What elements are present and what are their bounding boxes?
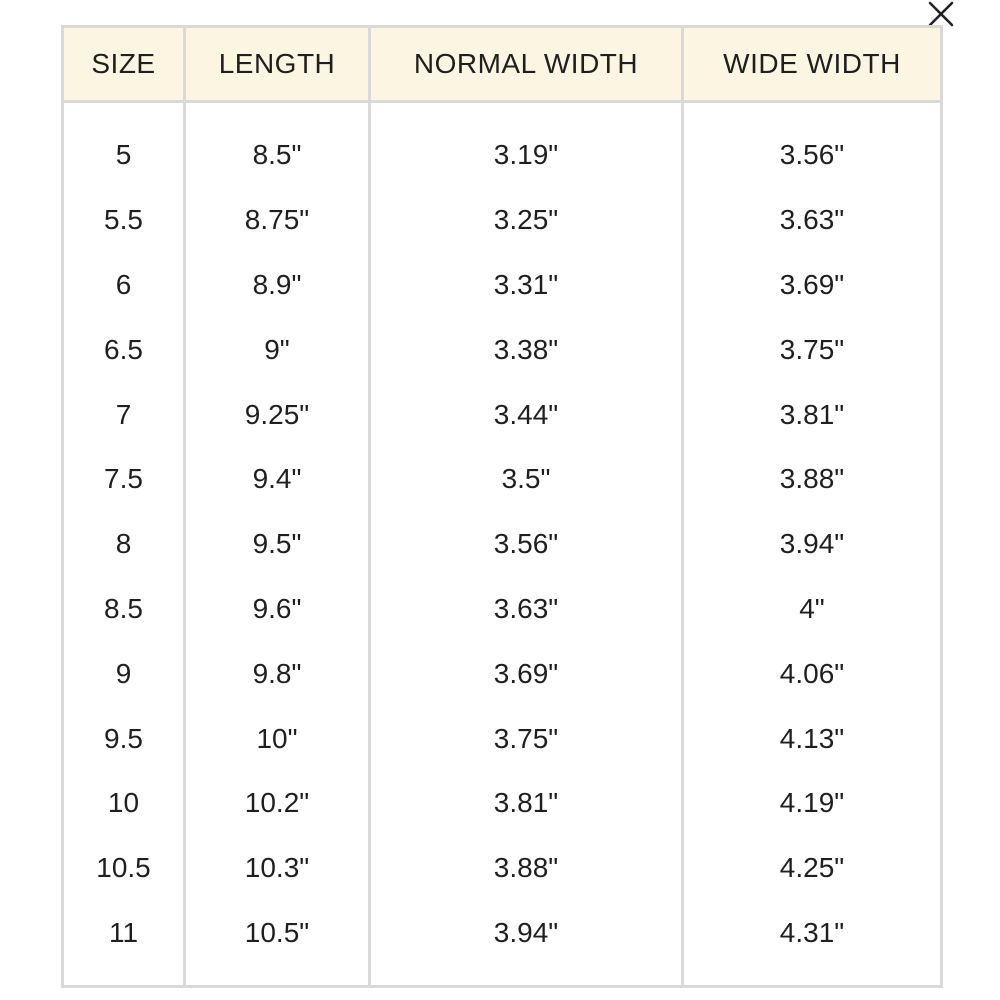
cell-normal-width: 3.38" [370, 317, 683, 382]
table-row [63, 836, 942, 901]
header-row [63, 27, 942, 102]
table-body [63, 102, 942, 987]
cell-normal-width: 3.63" [370, 577, 683, 642]
cell-size: 10.5 [63, 836, 185, 901]
table-row [63, 641, 942, 706]
cell-length: 8.9" [185, 253, 370, 318]
header-size: SIZE [63, 27, 185, 102]
cell-length: 9.5" [185, 512, 370, 577]
cell-wide-width: 4.13" [683, 706, 942, 771]
table-row [63, 123, 942, 188]
cell-size: 9 [63, 641, 185, 706]
cell-normal-width: 3.44" [370, 382, 683, 447]
cell-wide-width: 4.19" [683, 771, 942, 836]
cell-size: 7.5 [63, 447, 185, 512]
cell-wide-width: 4" [683, 577, 942, 642]
table-row [63, 447, 942, 512]
table-row [63, 317, 942, 382]
cell-normal-width: 3.69" [370, 641, 683, 706]
header-normal-width: NORMAL WIDTH [370, 27, 683, 102]
cell-length: 9.25" [185, 382, 370, 447]
cell-size: 9.5 [63, 706, 185, 771]
cell-length: 9.8" [185, 641, 370, 706]
table-row [63, 253, 942, 318]
spacer-cell [370, 965, 683, 987]
spacer-cell [370, 102, 683, 124]
cell-wide-width: 3.81" [683, 382, 942, 447]
size-chart-table [61, 25, 943, 988]
cell-size: 10 [63, 771, 185, 836]
cell-normal-width: 3.88" [370, 836, 683, 901]
cell-wide-width: 3.94" [683, 512, 942, 577]
cell-length: 8.75" [185, 188, 370, 253]
cell-length: 9.6" [185, 577, 370, 642]
cell-length: 10" [185, 706, 370, 771]
cell-length: 10.2" [185, 771, 370, 836]
cell-wide-width: 4.06" [683, 641, 942, 706]
cell-normal-width: 3.19" [370, 123, 683, 188]
cell-normal-width: 3.75" [370, 706, 683, 771]
cell-size: 6.5 [63, 317, 185, 382]
cell-normal-width: 3.94" [370, 901, 683, 966]
header-wide-width: WIDE WIDTH [683, 27, 942, 102]
cell-length: 9.4" [185, 447, 370, 512]
table-row [63, 188, 942, 253]
cell-normal-width: 3.25" [370, 188, 683, 253]
cell-wide-width: 4.31" [683, 901, 942, 966]
cell-normal-width: 3.5" [370, 447, 683, 512]
spacer-cell [63, 102, 185, 124]
table-row [63, 771, 942, 836]
cell-size: 6 [63, 253, 185, 318]
cell-size: 7 [63, 382, 185, 447]
table-row [63, 382, 942, 447]
cell-length: 8.5" [185, 123, 370, 188]
cell-wide-width: 3.56" [683, 123, 942, 188]
cell-length: 9" [185, 317, 370, 382]
spacer-cell [185, 102, 370, 124]
cell-wide-width: 4.25" [683, 836, 942, 901]
cell-wide-width: 3.88" [683, 447, 942, 512]
cell-wide-width: 3.75" [683, 317, 942, 382]
cell-wide-width: 3.63" [683, 188, 942, 253]
spacer-cell [683, 102, 942, 124]
cell-size: 8.5 [63, 577, 185, 642]
spacer-cell [185, 965, 370, 987]
table-row [63, 512, 942, 577]
cell-size: 5.5 [63, 188, 185, 253]
cell-wide-width: 3.69" [683, 253, 942, 318]
cell-size: 8 [63, 512, 185, 577]
cell-normal-width: 3.31" [370, 253, 683, 318]
spacer-cell [63, 965, 185, 987]
table-row [63, 577, 942, 642]
spacer-row [63, 102, 942, 124]
cell-normal-width: 3.56" [370, 512, 683, 577]
spacer-row [63, 965, 942, 987]
table-row [63, 706, 942, 771]
spacer-cell [683, 965, 942, 987]
cell-normal-width: 3.81" [370, 771, 683, 836]
header-length: LENGTH [185, 27, 370, 102]
table-row [63, 901, 942, 966]
cell-length: 10.5" [185, 901, 370, 966]
cell-size: 5 [63, 123, 185, 188]
table-header [63, 27, 942, 102]
cell-length: 10.3" [185, 836, 370, 901]
cell-size: 11 [63, 901, 185, 966]
